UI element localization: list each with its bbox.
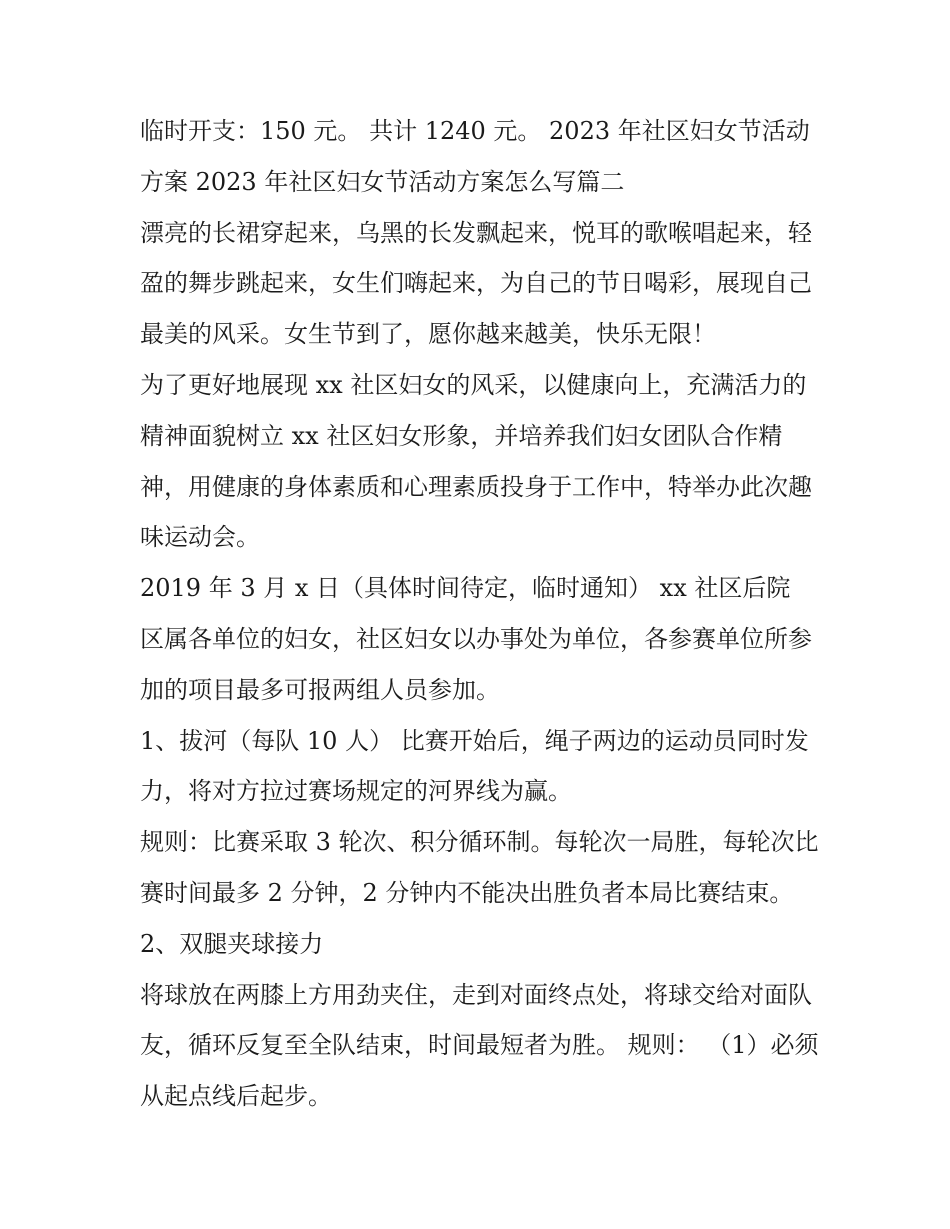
paragraph-ball-relay: 将球放在两膝上方用劲夹住，走到对面终点处，将球交给对面队友，循环反复至全队结束，时间最短者为胜。 规则： （1）必须从起点线后起步。 <box>140 980 819 1111</box>
paragraph-greeting: 漂亮的长裙穿起来，乌黑的长发飘起来，悦耳的歌喉唱起来，轻盈的舞步跳起来，女生们嗨起来，为自己的节日喝彩，展现自己最美的风采。女生节到了，愿你越来越美，快乐无限！ <box>140 218 812 349</box>
paragraph-tug-of-war: 1、拔河（每队 10 人） 比赛开始后，绳子两边的运动员同时发力，将对方拉过赛场规定的河界线为赢。 <box>140 726 809 806</box>
paragraph-time-place-participants: 2019 年 3 月 x 日（具体时间待定，临时通知） xx 社区后院 区属各单位的妇女，社区妇女以办事处为单位，各参赛单位所参加的项目最多可报两组人员参加。 <box>140 574 812 704</box>
paragraph-rules: 规则：比赛采取 3 轮次、积分循环制。每轮次一局胜，每轮次比赛时间最多 2 分钟，2 分钟内不能决出胜负者本局比赛结束。 2、双腿夹球接力 <box>140 828 819 958</box>
paragraph-purpose: 为了更好地展现 xx 社区妇女的风采，以健康向上，充满活力的精神面貌树立 xx 社区妇女形象，并培养我们妇女团队合作精神，用健康的身体素质和心理素质投身于工作中，特举办此次趣味运动会。 <box>140 370 812 552</box>
paragraph-budget-and-title: 临时开支：150 元。 共计 1240 元。 2023 年社区妇女节活动方案 2023 年社区妇女节活动方案怎么写篇二 <box>140 117 810 196</box>
document-body <box>140 106 820 1122</box>
